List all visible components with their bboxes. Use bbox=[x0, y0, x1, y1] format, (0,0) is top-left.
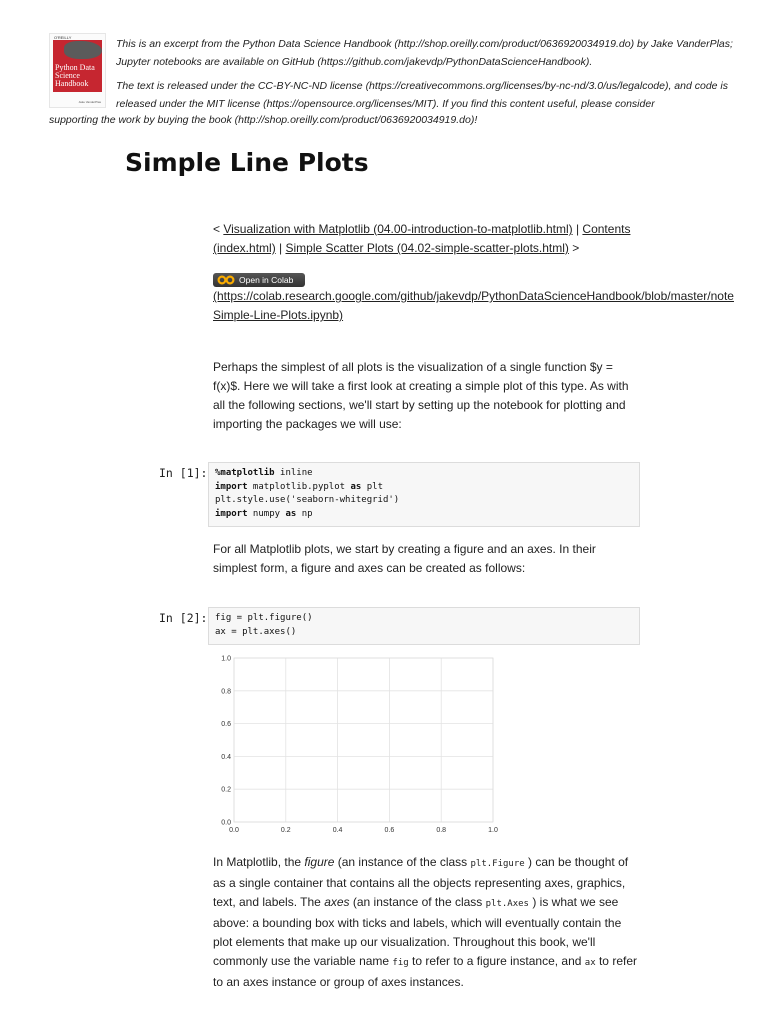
code-ax: ax bbox=[584, 958, 596, 968]
axes-frame bbox=[234, 658, 493, 822]
open-in-colab-button[interactable] bbox=[213, 273, 305, 287]
term-axes: axes bbox=[324, 895, 350, 909]
license-notice: The text is released under the CC-BY-NC-ND license (https://creativecommons.org/licenses/by-nc-nd/3.0/us/legalcode), and code is released under the MIT license (https://opensource.org/licenses/MIT). If you find this content useful, please consider bbox=[116, 80, 728, 110]
term-figure: figure bbox=[304, 855, 335, 869]
intro-paragraph: Perhaps the simplest of all plots is the visualization of a single function $y = f(x)$. Here we will take a first look at creating a simple plot of this type. As with all the following sections, we'll start by setting up the notebook for plotting and importing the packages we will use: bbox=[213, 360, 629, 431]
book-cover-image bbox=[49, 33, 106, 108]
nav-next-link[interactable]: Simple Scatter Plots (04.02-simple-scatter-plots.html) bbox=[285, 241, 569, 255]
y-tick-label: 1.0 bbox=[221, 655, 231, 663]
code-plt-axes: plt.Axes bbox=[485, 899, 529, 909]
x-tick-label: 0.2 bbox=[280, 827, 291, 834]
y-tick-label: 0.4 bbox=[221, 753, 231, 761]
y-tick-label: 0.2 bbox=[221, 786, 231, 794]
code-line: plt.style.use('seaborn-whitegrid') bbox=[215, 495, 400, 505]
nav-prev-link[interactable]: Visualization with Matplotlib (04.00-introduction-to-matplotlib.html) bbox=[223, 222, 573, 236]
cell-prompt: In [2]: bbox=[159, 611, 208, 625]
y-tick-label: 0.0 bbox=[221, 819, 231, 827]
x-tick-label: 1.0 bbox=[488, 827, 498, 834]
x-tick-label: 0.8 bbox=[436, 827, 447, 834]
cover-author: Jake VanderPlas bbox=[78, 100, 101, 104]
empty-axes-plot bbox=[210, 650, 500, 835]
code-line: import matplotlib.pyplot as plt bbox=[215, 481, 383, 492]
code-plt-figure: plt.Figure bbox=[470, 859, 525, 869]
colab-icon bbox=[217, 275, 235, 285]
nav-sep: | bbox=[572, 222, 583, 236]
x-tick-label: 0.4 bbox=[332, 827, 343, 834]
code-line: ax = plt.axes() bbox=[215, 626, 297, 637]
support-notice: supporting the work by buying the book (http://shop.oreilly.com/product/0636920034919.do)! bbox=[49, 114, 478, 126]
excerpt-notice: This is an excerpt from the Python Data Science Handbook (http://shop.oreilly.com/product/0636920034919.do) by Jake VanderPlas; Jupyter notebooks are available on GitHub (https://github.com/jakevdp/PythonDataScienceHandbook). bbox=[116, 38, 733, 68]
nav-prev-prefix: < bbox=[213, 222, 224, 236]
x-tick-label: 0.0 bbox=[229, 827, 239, 834]
nav-contents-link[interactable]: Contents (index.html) bbox=[213, 222, 631, 255]
code-line: fig = plt.figure() bbox=[215, 613, 313, 623]
figure-axes-description: In Matplotlib, the figure (an instance of the class plt.Figure ) can be thought of as a single container that contains all the objects representing axes, graphics, text, and labels. The axes (an instance of the class plt.Axes ) is what we see above: a bounding box with ticks and labels, which will eventually contain the plot elements that make up our visualization. Throughout this book, we'll commonly use the variable name fig to refer to a figure instance, and ax to refer to an axes instance or group of axes instances. bbox=[213, 855, 637, 989]
cover-animal-illustration bbox=[64, 41, 102, 59]
x-tick-label: 0.6 bbox=[384, 827, 395, 834]
code-line: import numpy as np bbox=[215, 508, 313, 519]
nav-next-suffix: > bbox=[568, 241, 580, 255]
cell-prompt: In [1]: bbox=[159, 466, 208, 480]
figure-intro-paragraph: For all Matplotlib plots, we start by creating a figure and an axes. In their simplest form, a figure and axes can be created as follows: bbox=[213, 542, 596, 575]
chapter-nav bbox=[213, 220, 643, 258]
code-cell-imports[interactable] bbox=[208, 462, 640, 527]
colab-button-label: Open in Colab bbox=[239, 275, 294, 285]
y-tick-label: 0.8 bbox=[221, 688, 231, 696]
code-fig: fig bbox=[392, 958, 409, 968]
y-tick-label: 0.6 bbox=[221, 721, 231, 729]
code-line: %matplotlib inline bbox=[215, 468, 313, 478]
page-title: Simple Line Plots bbox=[125, 148, 369, 177]
colab-url-link[interactable]: (https://colab.research.google.com/github/jakevdp/PythonDataScienceHandbook/blob/master/note Simple-Line-Plots.ipynb) bbox=[213, 289, 734, 322]
code-cell-figure[interactable] bbox=[208, 607, 640, 645]
cover-publisher: O'REILLY bbox=[54, 35, 72, 40]
colab-link bbox=[213, 287, 768, 325]
cover-title: Python Data Science Handbook bbox=[55, 63, 95, 88]
nav-sep: | bbox=[275, 241, 286, 255]
